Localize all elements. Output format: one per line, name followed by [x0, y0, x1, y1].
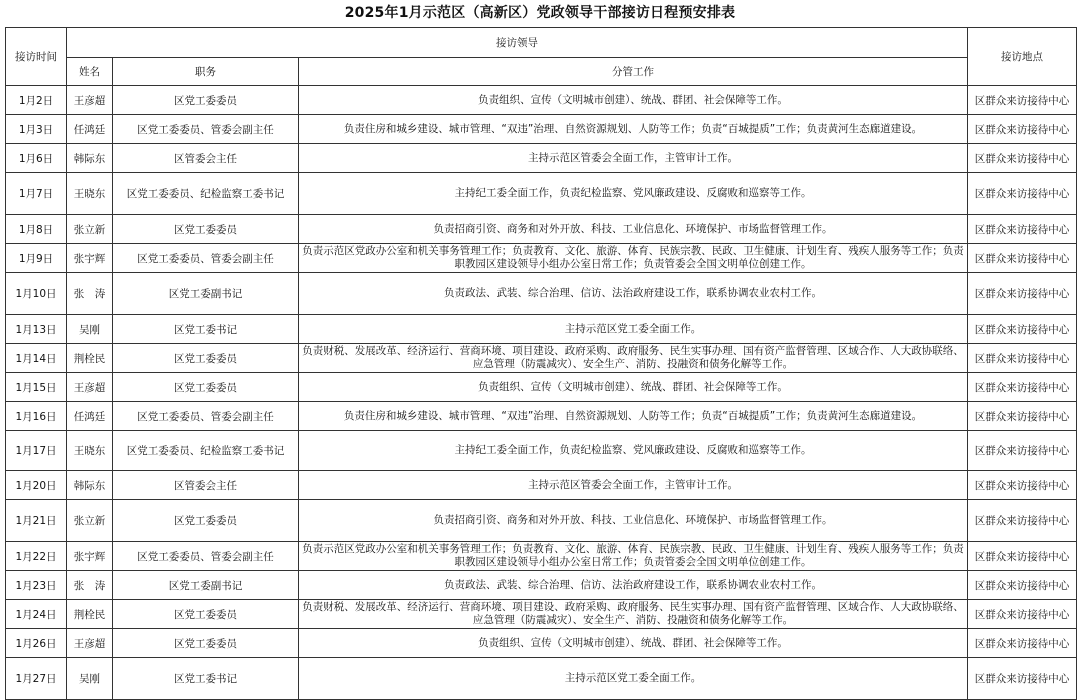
header-duty: 分管工作 [299, 58, 968, 86]
table-row [6, 471, 1077, 500]
table-row [6, 115, 1077, 144]
table-row [6, 600, 1077, 629]
row-date: 1月16日 [6, 402, 67, 431]
row-duty: 主持示范区党工委全面工作。 [299, 315, 968, 344]
row-position: 区党工委委员、纪检监察工委书记 [113, 173, 299, 215]
row-name: 韩际东 [67, 471, 113, 500]
row-location: 区群众来访接待中心 [968, 471, 1077, 500]
row-location: 区群众来访接待中心 [968, 173, 1077, 215]
row-duty: 主持纪工委全面工作，负责纪检监察、党风廉政建设、反腐败和巡察等工作。 [299, 431, 968, 471]
table-row [6, 215, 1077, 244]
row-name: 荆栓民 [67, 344, 113, 373]
row-duty: 负责住房和城乡建设、城市管理、“双违”治理、自然资源规划、人防等工作；负责“百城提质”工作；负责黄河生态廊道建设。 [299, 115, 968, 144]
row-name: 张立新 [67, 500, 113, 542]
row-duty: 主持纪工委全面工作，负责纪检监察、党风廉政建设、反腐败和巡察等工作。 [299, 173, 968, 215]
row-date: 1月27日 [6, 658, 67, 700]
row-date: 1月8日 [6, 215, 67, 244]
row-duty: 负责招商引资、商务和对外开放、科技、工业信息化、环境保护、市场监督管理工作。 [299, 215, 968, 244]
row-date: 1月10日 [6, 273, 67, 315]
row-date: 1月3日 [6, 115, 67, 144]
row-date: 1月14日 [6, 344, 67, 373]
row-date: 1月22日 [6, 542, 67, 571]
row-duty: 负责住房和城乡建设、城市管理、“双违”治理、自然资源规划、人防等工作；负责“百城提质”工作；负责黄河生态廊道建设。 [299, 402, 968, 431]
row-duty: 负责招商引资、商务和对外开放、科技、工业信息化、环境保护、市场监督管理工作。 [299, 500, 968, 542]
row-position: 区党工委委员 [113, 373, 299, 402]
row-position: 区党工委委员、管委会副主任 [113, 542, 299, 571]
row-location: 区群众来访接待中心 [968, 244, 1077, 273]
row-name: 吴刚 [67, 658, 113, 700]
row-position: 区管委会主任 [113, 144, 299, 173]
table-row [6, 658, 1077, 700]
table-row [6, 373, 1077, 402]
row-name: 王彦超 [67, 629, 113, 658]
row-name: 张宇辉 [67, 542, 113, 571]
header-date: 接访时间 [6, 28, 67, 86]
row-date: 1月23日 [6, 571, 67, 600]
row-position: 区党工委委员 [113, 500, 299, 542]
row-date: 1月21日 [6, 500, 67, 542]
row-name: 张 涛 [67, 571, 113, 600]
row-date: 1月2日 [6, 86, 67, 115]
row-name: 吴刚 [67, 315, 113, 344]
row-position: 区党工委书记 [113, 658, 299, 700]
row-location: 区群众来访接待中心 [968, 571, 1077, 600]
row-location: 区群众来访接待中心 [968, 431, 1077, 471]
row-duty: 负责财税、发展改革、经济运行、营商环境、项目建设、政府采购、政府服务、民生实事办理、国有资产监督管理、区域合作、人大政协联络、应急管理（防震减灾）、安全生产、消防、投融资和债务化解等工作。 [299, 600, 968, 629]
row-duty: 负责政法、武装、综合治理、信访、法治政府建设工作，联系协调农业农村工作。 [299, 273, 968, 315]
row-location: 区群众来访接待中心 [968, 373, 1077, 402]
table-row [6, 144, 1077, 173]
row-position: 区党工委委员 [113, 215, 299, 244]
row-date: 1月24日 [6, 600, 67, 629]
page-title: 2025年1月示范区（高新区）党政领导干部接访日程预安排表 [344, 5, 736, 21]
row-location: 区群众来访接待中心 [968, 315, 1077, 344]
row-position: 区管委会主任 [113, 471, 299, 500]
row-duty: 负责组织、宣传（文明城市创建）、统战、群团、社会保障等工作。 [299, 373, 968, 402]
row-position: 区党工委委员、管委会副主任 [113, 115, 299, 144]
row-duty: 负责示范区党政办公室和机关事务管理工作；负责教育、文化、旅游、体育、民族宗教、民政、卫生健康、计划生育、残疾人服务等工作；负责职教园区建设领导小组办公室日常工作；负责管委会全国文明单位创建工作。 [299, 244, 968, 273]
row-position: 区党工委委员、管委会副主任 [113, 244, 299, 273]
row-name: 韩际东 [67, 144, 113, 173]
table-body [6, 86, 1077, 700]
row-name: 任鸿廷 [67, 115, 113, 144]
schedule-table [5, 27, 1077, 700]
row-location: 区群众来访接待中心 [968, 629, 1077, 658]
row-position: 区党工委委员 [113, 344, 299, 373]
row-duty: 负责组织、宣传（文明城市创建）、统战、群团、社会保障等工作。 [299, 629, 968, 658]
table-row [6, 542, 1077, 571]
table-row [6, 273, 1077, 315]
row-name: 王彦超 [67, 373, 113, 402]
table-row [6, 431, 1077, 471]
table-row [6, 244, 1077, 273]
row-name: 张立新 [67, 215, 113, 244]
row-date: 1月15日 [6, 373, 67, 402]
row-location: 区群众来访接待中心 [968, 86, 1077, 115]
table-row [6, 344, 1077, 373]
row-position: 区党工委委员 [113, 86, 299, 115]
header-name: 姓名 [67, 58, 113, 86]
row-name: 张 涛 [67, 273, 113, 315]
row-position: 区党工委书记 [113, 315, 299, 344]
header-leader-group: 接访领导 [67, 28, 968, 58]
row-location: 区群众来访接待中心 [968, 144, 1077, 173]
row-date: 1月17日 [6, 431, 67, 471]
table-row [6, 402, 1077, 431]
row-date: 1月26日 [6, 629, 67, 658]
row-duty: 负责示范区党政办公室和机关事务管理工作；负责教育、文化、旅游、体育、民族宗教、民政、卫生健康、计划生育、残疾人服务等工作；负责职教园区建设领导小组办公室日常工作；负责管委会全国文明单位创建工作。 [299, 542, 968, 571]
table-row [6, 86, 1077, 115]
row-position: 区党工委委员 [113, 600, 299, 629]
row-date: 1月20日 [6, 471, 67, 500]
row-date: 1月6日 [6, 144, 67, 173]
row-duty: 主持示范区管委会全面工作，主管审计工作。 [299, 144, 968, 173]
row-duty: 负责组织、宣传（文明城市创建）、统战、群团、社会保障等工作。 [299, 86, 968, 115]
row-duty: 主持示范区管委会全面工作，主管审计工作。 [299, 471, 968, 500]
table-row [6, 629, 1077, 658]
row-location: 区群众来访接待中心 [968, 658, 1077, 700]
header-location: 接访地点 [968, 28, 1077, 86]
row-location: 区群众来访接待中心 [968, 600, 1077, 629]
row-position: 区党工委副书记 [113, 273, 299, 315]
row-duty: 主持示范区党工委全面工作。 [299, 658, 968, 700]
row-date: 1月13日 [6, 315, 67, 344]
row-location: 区群众来访接待中心 [968, 500, 1077, 542]
table-row [6, 315, 1077, 344]
row-location: 区群众来访接待中心 [968, 542, 1077, 571]
row-name: 张宇辉 [67, 244, 113, 273]
row-position: 区党工委委员、纪检监察工委书记 [113, 431, 299, 471]
row-location: 区群众来访接待中心 [968, 115, 1077, 144]
row-position: 区党工委委员、管委会副主任 [113, 402, 299, 431]
row-name: 王晓东 [67, 431, 113, 471]
row-location: 区群众来访接待中心 [968, 273, 1077, 315]
row-duty: 负责政法、武装、综合治理、信访、法治政府建设工作，联系协调农业农村工作。 [299, 571, 968, 600]
row-date: 1月9日 [6, 244, 67, 273]
table-row [6, 173, 1077, 215]
row-duty: 负责财税、发展改革、经济运行、营商环境、项目建设、政府采购、政府服务、民生实事办理、国有资产监督管理、区域合作、人大政协联络、应急管理（防震减灾）、安全生产、消防、投融资和债务化解等工作。 [299, 344, 968, 373]
row-name: 王彦超 [67, 86, 113, 115]
row-position: 区党工委副书记 [113, 571, 299, 600]
header-position: 职务 [113, 58, 299, 86]
table-row [6, 500, 1077, 542]
row-name: 王晓东 [67, 173, 113, 215]
row-location: 区群众来访接待中心 [968, 402, 1077, 431]
table-row [6, 571, 1077, 600]
row-date: 1月7日 [6, 173, 67, 215]
row-location: 区群众来访接待中心 [968, 344, 1077, 373]
row-name: 任鸿廷 [67, 402, 113, 431]
row-name: 荆栓民 [67, 600, 113, 629]
row-position: 区党工委委员 [113, 629, 299, 658]
row-location: 区群众来访接待中心 [968, 215, 1077, 244]
